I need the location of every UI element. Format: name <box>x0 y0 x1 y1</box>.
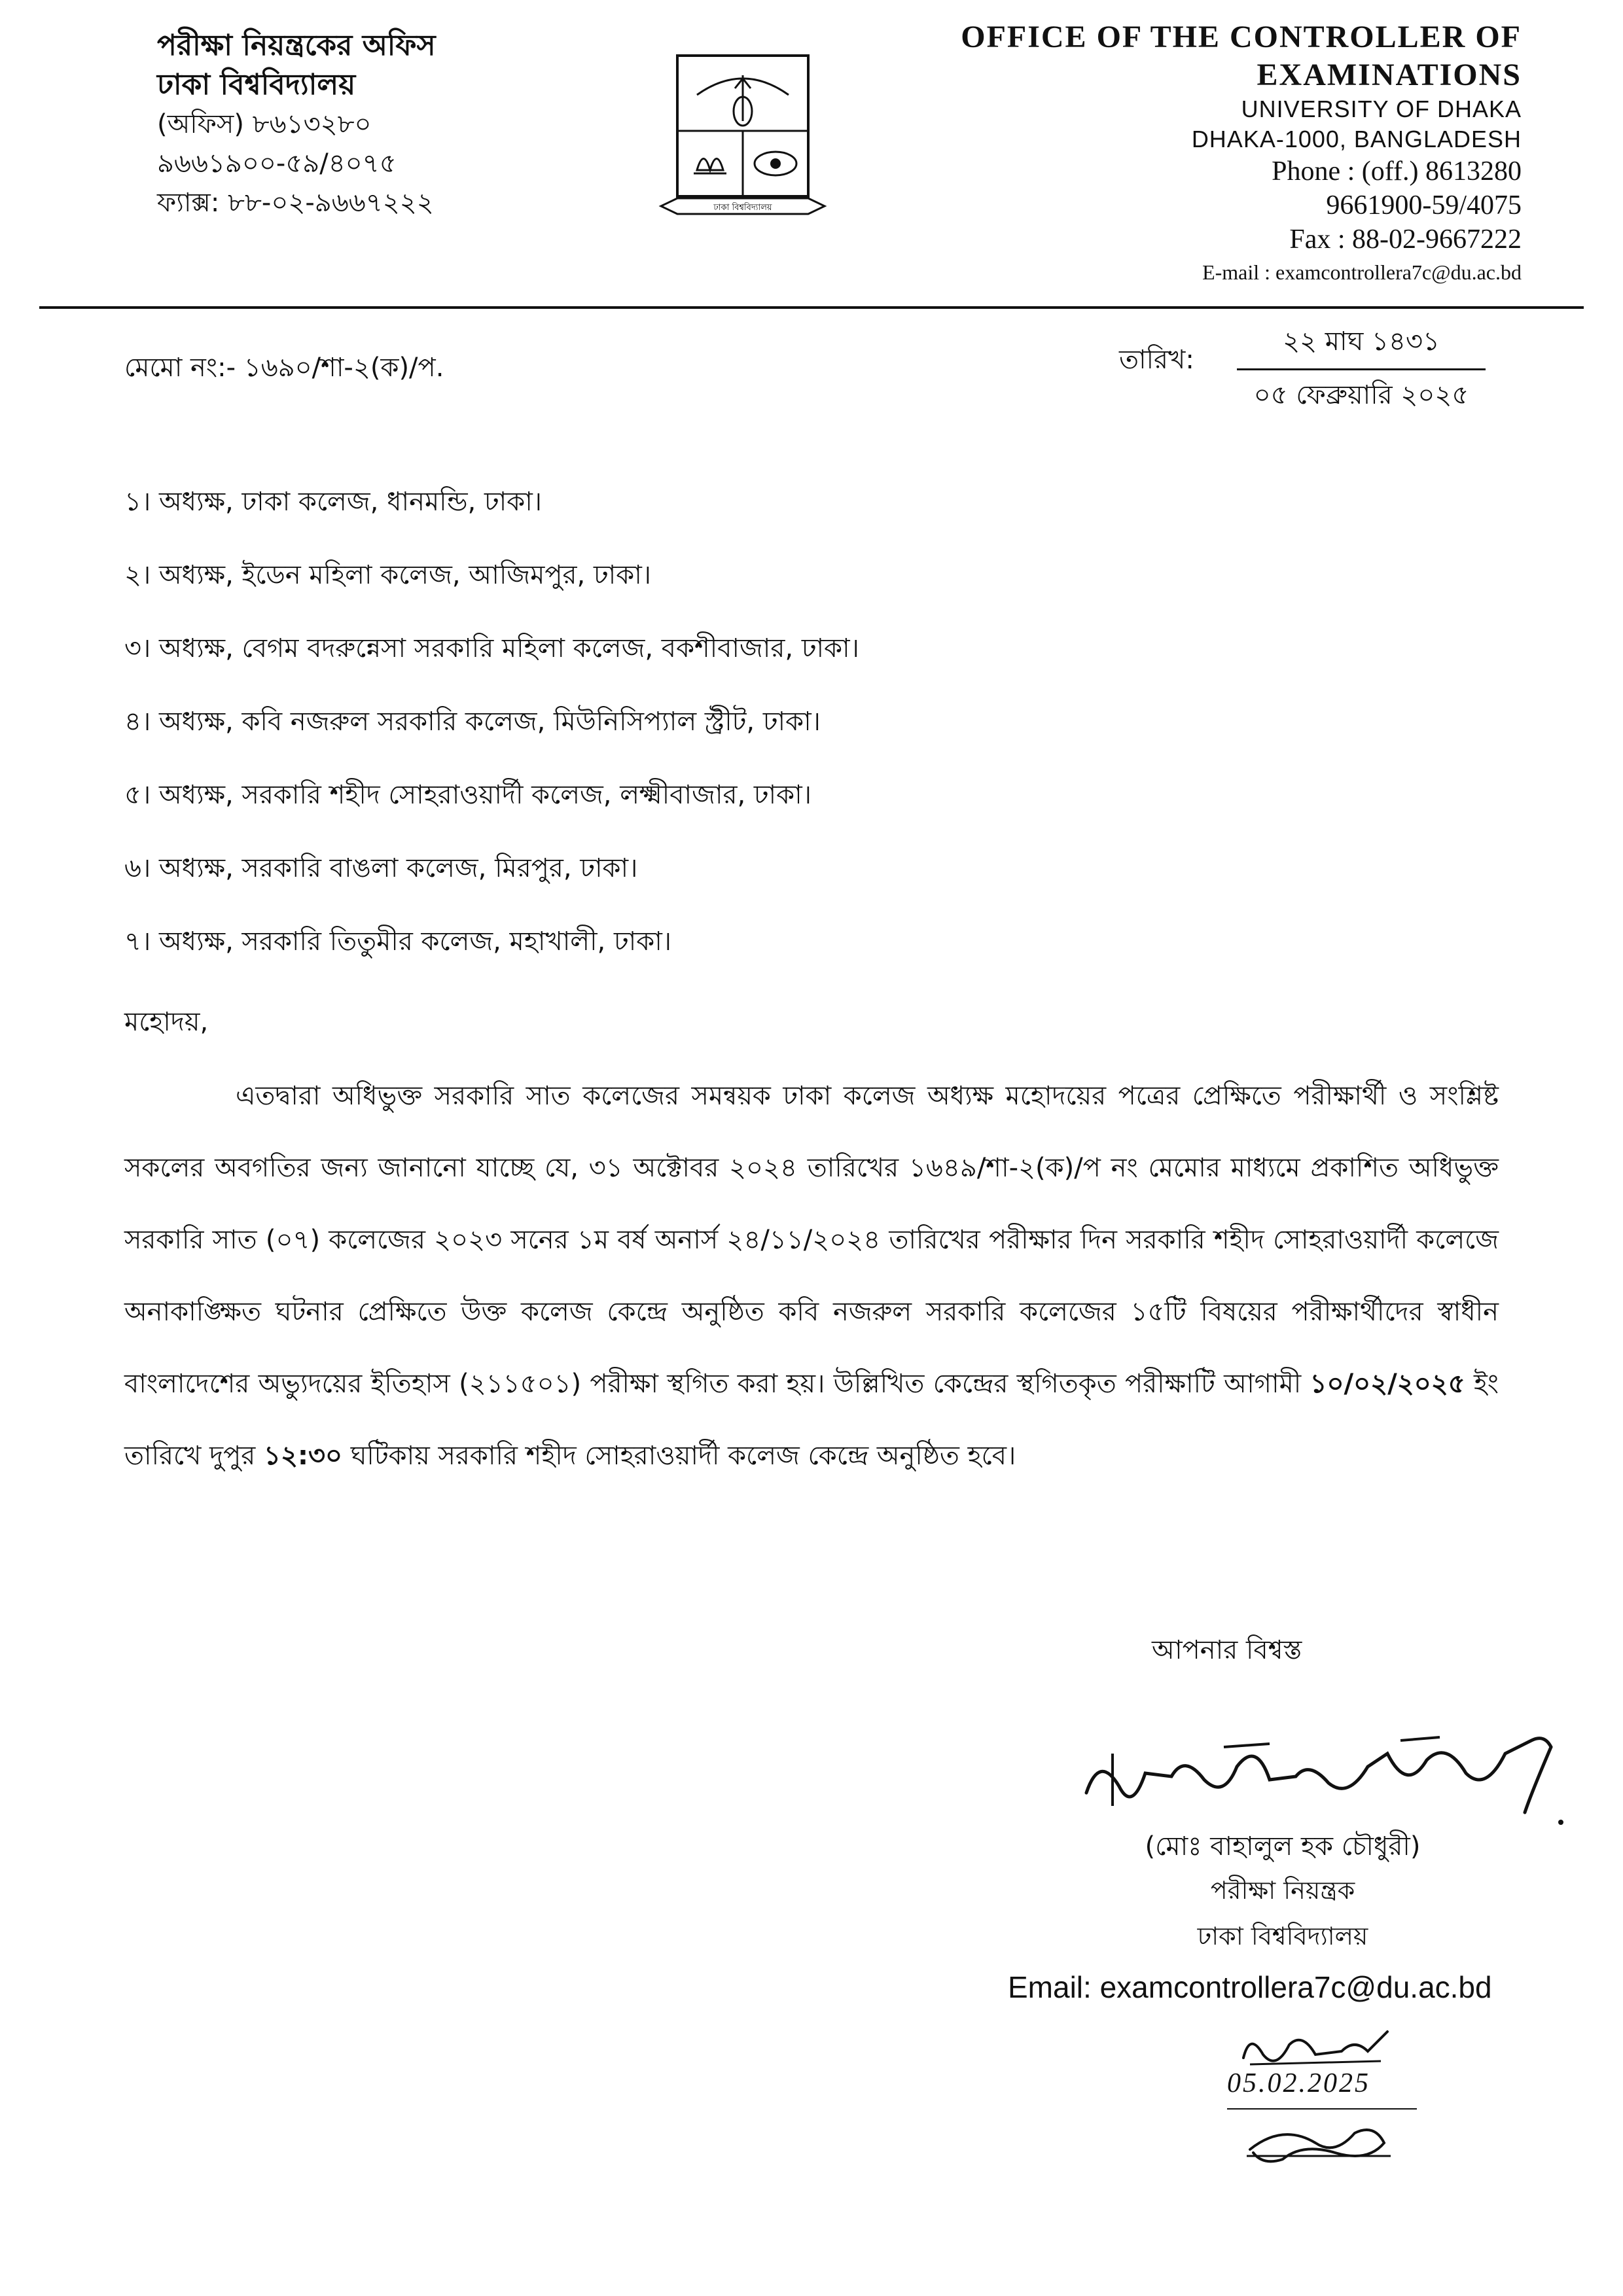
office-name-bangla: পরীক্ষা নিয়ন্ত্রকের অফিস <box>157 29 436 62</box>
handwritten-signature <box>1073 1714 1571 1832</box>
recipient-item: ৭। অধ্যক্ষ, সরকারি তিতুমীর কলেজ, মহাখালী, ঢাকা। <box>124 927 672 957</box>
recipient-item: ৫। অধ্যক্ষ, সরকারি শহীদ সোহরাওয়ার্দী কলেজ, লক্ষ্মীবাজার, ঢাকা। <box>124 780 812 810</box>
fax-bangla: ফ্যাক্স: ৮৮-০২-৯৬৬৭২২২ <box>157 188 434 218</box>
recipient-item: ৬। অধ্যক্ষ, সরকারি বাঙলা কলেজ, মিরপুর, ঢাকা। <box>124 853 638 883</box>
university-name: UNIVERSITY OF DHAKA <box>1241 96 1522 122</box>
body-paragraph <box>124 1060 1499 1492</box>
signatory-email: Email: examcontrollera7c@du.ac.bd <box>1008 1970 1492 2004</box>
body-text-part1: এতদ্বারা অধিভুক্ত সরকারি সাত কলেজের সমন্বয়ক ঢাকা কলেজ অধ্যক্ষ মহোদয়ের পত্রের প্রেক্ষিতে পরীক্ষার্থী ও সংশ্লিষ্ট সকলের অবগতির জন্য জানানো যাচ্ছে যে, ৩১ অক্টোবর ২০২৪ তারিখের ১৬৪৯/শা-২(ক)/প নং মেমোর মাধ্যমে প্রকাশিত অধিভুক্ত সরকারি সাত (০৭) কলেজের ২০২৩ সনের ১ম বর্ষ অনার্স ২৪/১১/২০২৪ তারিখের পরীক্ষার দিন সরকারি শহীদ সোহরাওয়ার্দী কলেজে অনাকাঙ্ক্ষিত ঘটনার প্রেক্ষিতে উক্ত কলেজ কেন্দ্রে অনুষ্ঠিত কবি নজরুল সরকারি কলেজের ১৫টি বিষয়ের পরীক্ষার্থীদের স্বাধীন বাংলাদেশের অভ্যুদয়ের ইতিহাস (২১১৫০১) পরীক্ষা স্থগিত করা হয়। উল্লিখিত কেন্দ্রের স্থগিতকৃত পরীক্ষাটি আগামী <box>124 1081 1499 1399</box>
office-phone: Phone : (off.) 8613280 <box>1272 156 1522 186</box>
alt-phone: 9661900-59/4075 <box>1326 190 1522 221</box>
university-address: DHAKA-1000, BANGLADESH <box>1191 126 1522 152</box>
office-phone-bangla: (অফিস) ৮৬১৩২৮০ <box>157 109 372 139</box>
alt-phone-bangla: ৯৬৬১৯০০-৫৯/৪০৭৫ <box>157 149 397 179</box>
initial-date: 05.02.2025 <box>1227 2068 1370 2098</box>
logo-ribbon-text: ঢাকা বিশ্ববিদ্যালয় <box>713 203 772 213</box>
office-name-line2: EXAMINATIONS <box>1257 58 1522 92</box>
letterhead-bangla <box>157 26 436 222</box>
signatory-organization: ঢাকা বিশ্ববিদ্যালয় <box>1197 1922 1368 1951</box>
date-block <box>1237 321 1486 418</box>
office-name-line1: OFFICE OF THE CONTROLLER OF <box>961 20 1522 54</box>
date-label: তারিখ: <box>1119 345 1194 375</box>
recipient-item: ১। অধ্যক্ষ, ঢাকা কলেজ, ধানমন্ডি, ঢাকা। <box>124 487 543 517</box>
date-divider <box>1237 368 1486 370</box>
signatory-name: (মোঃ বাহালুল হক চৌধুরী) <box>1145 1831 1421 1862</box>
body-text-part2: ইং তারিখে দুপুর <box>124 1369 1499 1471</box>
letterhead-divider <box>39 306 1584 309</box>
university-logo <box>658 49 828 222</box>
memo-number: মেমো নং:- ১৬৯০/শা-২(ক)/প. <box>124 353 444 383</box>
date-gregorian: ০৫ ফেব্রুয়ারি ২০২৫ <box>1253 380 1469 410</box>
recipient-item: ৩। অধ্যক্ষ, বেগম বদরুন্নেসা সরকারি মহিলা কলেজ, বকশীবাজার, ঢাকা। <box>124 633 859 663</box>
recipient-item: ৪। অধ্যক্ষ, কবি নজরুল সরকারি কলেজ, মিউনিসিপ্যাল স্ট্রীট, ঢাকা। <box>124 707 821 737</box>
recipient-list <box>124 481 1499 994</box>
date-bangla: ২২ মাঘ ১৪৩১ <box>1283 327 1440 357</box>
signatory-title: পরীক্ষা নিয়ন্ত্রক <box>1210 1876 1355 1905</box>
initial-underline <box>1227 2108 1417 2110</box>
scribble-mark <box>1243 2117 1394 2169</box>
fax-number: Fax : 88-02-9667222 <box>1289 224 1522 255</box>
exam-time: ১২:৩০ <box>264 1441 342 1471</box>
body-text-part3: ঘটিকায় সরকারি শহীদ সোহরাওয়ার্দী কলেজ কেন্দ্রে অনুষ্ঠিত হবে। <box>342 1441 1016 1471</box>
recipient-item: ২। অধ্যক্ষ, ইডেন মহিলা কলেজ, আজিমপুর, ঢাকা। <box>124 560 652 590</box>
closing-phrase: আপনার বিশ্বস্ত <box>1152 1635 1302 1665</box>
exam-date: ১০/০২/২০২৫ <box>1310 1369 1465 1399</box>
office-email: E-mail : examcontrollera7c@du.ac.bd <box>1202 260 1522 284</box>
salutation: মহোদয়, <box>124 1007 209 1037</box>
university-name-bangla: ঢাকা বিশ্ববিদ্যালয় <box>157 68 356 101</box>
letterhead-english <box>961 18 1522 288</box>
